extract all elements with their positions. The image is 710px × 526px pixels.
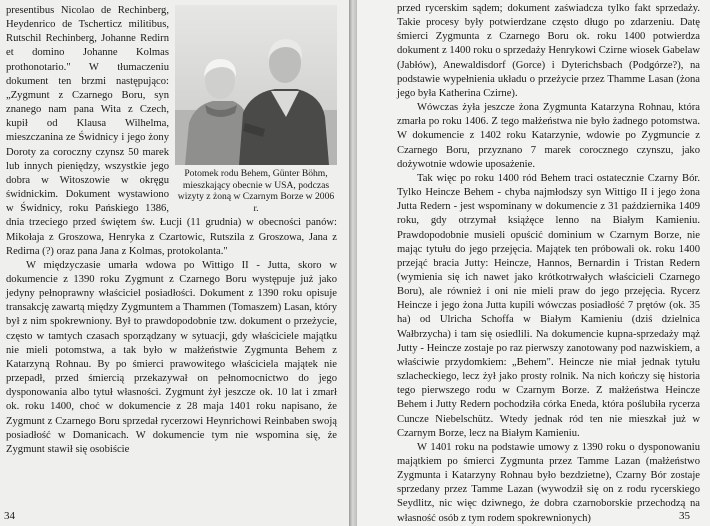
left-page-text [6, 4, 337, 457]
right-paragraph-1: przed rycerskim sądem; dokument zaświadcza tylko fakt sprzedaży. Takie procesy były potwierdzane często długo po zdarzeniu. Datę śmierci Zygmunta z Czarnego Boru ok. roku 1400 potwierdza dokument z 1400 roku o sprzedaży Henrykowi Czirne wiosek Gabelaw (Jabłów), Anewaldisdorf (Gorce) i Dyterichsbach (Podgórze?), na podstawie wypełnienia układu o przeżycie przez Thamme Lasan (żona jego była Katherina Czirne). [397, 3, 700, 99]
page-number-right: 35 [679, 510, 690, 522]
left-page [0, 0, 349, 526]
left-paragraph-2: W międzyczasie umarła wdowa po Wittigo II - Jutta, skoro w dokumencie z 1390 roku Zygmunt z Czarnego Boru występuje już jako jedyny pełnoprawny właściciel posiadłości. Dokument z 1390 roku opisuje transakcję zawartą między Zygmuntem a Thammen (Tomaszem) Lasan, który był z nim spokrewniony. Był to prawdopodobnie tzw. dokument o przeżycie, często w tamtych czasach sporządzany w sytuacji, gdy właściciele majątku nie mieli potomstwa, a tak było w małżeństwie Zygmunta Behem z Katarzyną Rohnau. By po śmierci prawowitego właściciela majątek nie przepadł, przed śmiercią przekazywał on pełnomocnictwo do jego dysponowania albo tytuł własności. Zygmunt żył jeszcze ok. 10 lat i zmarł ok. roku 1400, choć w dokumencie z 28 maja 1401 roku napisano, że Zygmunt z Czarnego Boru sprzedał rycerzowi Heynrichowi Reinbaben swoją posiadłość w Domanicach. W dokumencie tym nie wspomina się, że Zygmunt stawił się osobiście [6, 259, 337, 455]
page-number-left: 34 [4, 510, 15, 522]
right-paragraph-2: Wówczas żyła jeszcze żona Zygmunta Katarzyna Rohnau, która zmarła po roku 1406. Z tego małżeństwa nie było żadnego potomstwa. W dokumencie z 1402 roku Katarzynie, wdowie po Zygmuncie z Czarnego Boru, przyznano 7 marek corocznego czynszu, jako dożywotnie wdowie uposażenie. [397, 102, 700, 170]
right-page-text [397, 2, 700, 526]
photo-figure [175, 5, 337, 214]
photo-caption: Potomek rodu Behem, Günter Böhm, mieszkający obecnie w USA, podczas wizyty z żoną w Czarnym Borze w 2006 r. [177, 168, 335, 214]
left-paragraph-1: presentibus Nicolao de Rechinberg, Heydenrico de Tscherticz militibus, Rutschil Rechinberg, Johanne Redirn et domino Johanne Kolmas prothonotario." W tłumaczeniu dokument ten brzmi następująco: „Zygmunt z Czarnego Boru, syn znanego nam pana Wita z Czech, kupił od Klausa Wilhelma, mieszczanina ze Świdnicy i jego żony Doroty za coroczny czynsz 50 marek lub innych pieniędzy, wszystkie jego dobra w Witoszowie w okręgu świdnickim. Dokument wystawiono w Świdnicy, roku Pańskiego 1386, dnia trzeciego przed świętem św. Łucji (11 grudnia) w obecności panów: Mikołaja z Groszowa, Henryka z Czartowic, Rutszila z Groszowa, Jana z Redirna (?) oraz pana Jana z Kolmas, protokolanta." [6, 5, 337, 257]
right-page [357, 0, 710, 526]
couple-photo-illustration [175, 5, 337, 165]
couple-photo [175, 5, 337, 165]
right-paragraph-3: Tak więc po roku 1400 ród Behem traci ostatecznie Czarny Bór. Tylko Heincze Behem - chyba najmłodszy syn Wittigo II i jego żona Jutta Redern - jest wspominany w dokumencie z 31 października 1409 roku, gdy otrzymał książęce lenno na Białym Kamieniu. Prawdopodobnie musieli opuścić dominium w Czarnym Borze, nie mając tytułu do jego przejęcia. Majątek ten próbowali ok. roku 1400 przejąć bracia Jutty: Heincze, Hannos, Bernardin i Tristan Redern (wymienia się ich nawet jako krótkotrwałych właścicieli Czarnego Boru), ale również i oni nie mieli praw do jego przejęcia. Rycerz Heincze i jego żona Jutta kupili wówczas posiadłość 7 prętów (ok. 35 ha) od Ulricha Schoffa w Białym Kamieniu (dziś dzielnica Wałbrzycha) i tam się osiedlili. Na dokumencie kupna-sprzedaży mąż Jutty - Heincze zostaje po raz pierwszy zanotowany pod nazwiskiem, a właściwie przydomkiem: „Behem". Heincze nie miał jednak tytułu szlacheckiego, lecz żył jako prosty rolnik. Na nich kończy się historia tego pierwszego rodu w Czarnym Borze. Z małżeństwa Heincze Behem i Jutty Redern pochodziła córka Eneda, która poślubiła rycerza Cuncze Niebelschütz. Wtedy jednak ród ten nie mieszkał już w Czarnym Borze, lecz na Białym Kamieniu. [397, 172, 700, 439]
right-paragraph-4: W 1401 roku na podstawie umowy z 1390 roku o dysponowaniu majątkiem po śmierci Zygmunta przez Tamme Lazan (małżeństwo Zygmunta i Katarzyny Rohnau było bezdzietne), Czarny Bór zostaje sprzedany przez Tamme Lazan (wywodził się on z rodu rycerskiego Seydlitz, nic więc dziwnego, że dobra czarnoborskie przechodzą na własność osób z tym rodem spokrewnionych) [397, 441, 700, 524]
book-gutter [349, 0, 357, 526]
